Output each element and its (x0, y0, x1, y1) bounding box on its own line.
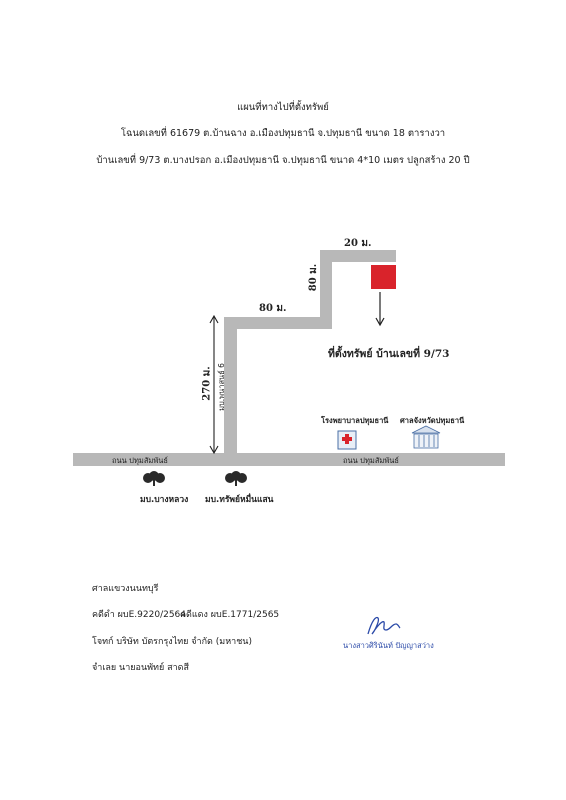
house-info: บ้านเลขที่ 9/73 ต.บางปรอก อ.เมืองปทุมธานี จ.ปทุมธานี ขนาด 4*10 เมตร ปลูกสร้าง 20 ปี (96, 155, 470, 166)
property-label: ที่ตั้งทรัพย์ บ้านเลขที่ 9/73 (328, 348, 450, 360)
village-bang-luang-label: มบ.บางหลวง (140, 495, 189, 505)
distance-label-middle: 80 ม. (259, 303, 287, 314)
hospital-label: โรงพยาบาลปทุมธานี (321, 416, 389, 425)
village-sap-muen-saen-icon (224, 470, 248, 486)
defendant: จำเลย นายอนพัทย์ สาดสี (92, 663, 189, 673)
soi-road-middle (224, 317, 332, 329)
soi-label: มบ.พนาสนธ์ 6 (216, 363, 226, 411)
signature-icon (362, 612, 404, 640)
distance-label-long: 270 ม. (201, 366, 213, 401)
case-red: คดีแดง ผบE.1771/2565 (180, 610, 280, 620)
distance-label-vertical-short: 80 ม. (308, 263, 320, 292)
village-bang-luang-icon (142, 470, 166, 486)
soi-road-top (320, 250, 396, 262)
court-name: ศาลแขวงนนทบุรี (92, 584, 159, 594)
distance-label-top: 20 ม. (344, 238, 372, 249)
courthouse-icon (410, 425, 442, 451)
village-sap-muen-saen-label: มบ.ทรัพย์หมื่นแสน (205, 495, 274, 505)
plaintiff: โจทก์ บริษัท บัตรกรุงไทย จำกัด (มหาชน) (92, 637, 252, 647)
property-marker (371, 265, 396, 289)
down-arrow-icon (374, 292, 386, 328)
courthouse-label: ศาลจังหวัดปทุมธานี (400, 416, 465, 425)
case-black: คดีดำ ผบE.9220/2564 (92, 610, 186, 620)
signer-name: นางสาวศิรินันท์ ปัญญาสว่าง (343, 641, 434, 650)
hospital-icon (336, 428, 358, 450)
page-title: แผนที่ทางไปที่ตั้งทรัพย์ (237, 102, 329, 113)
road-label-left: ถนน ปทุมสัมพันธ์ (112, 456, 168, 465)
deed-info: โฉนดเลขที่ 61679 ต.บ้านฉาง อ.เมืองปทุมธานี จ.ปทุมธานี ขนาด 18 ตารางวา (120, 128, 446, 139)
road-label-right: ถนน ปทุมสัมพันธ์ (343, 456, 399, 465)
